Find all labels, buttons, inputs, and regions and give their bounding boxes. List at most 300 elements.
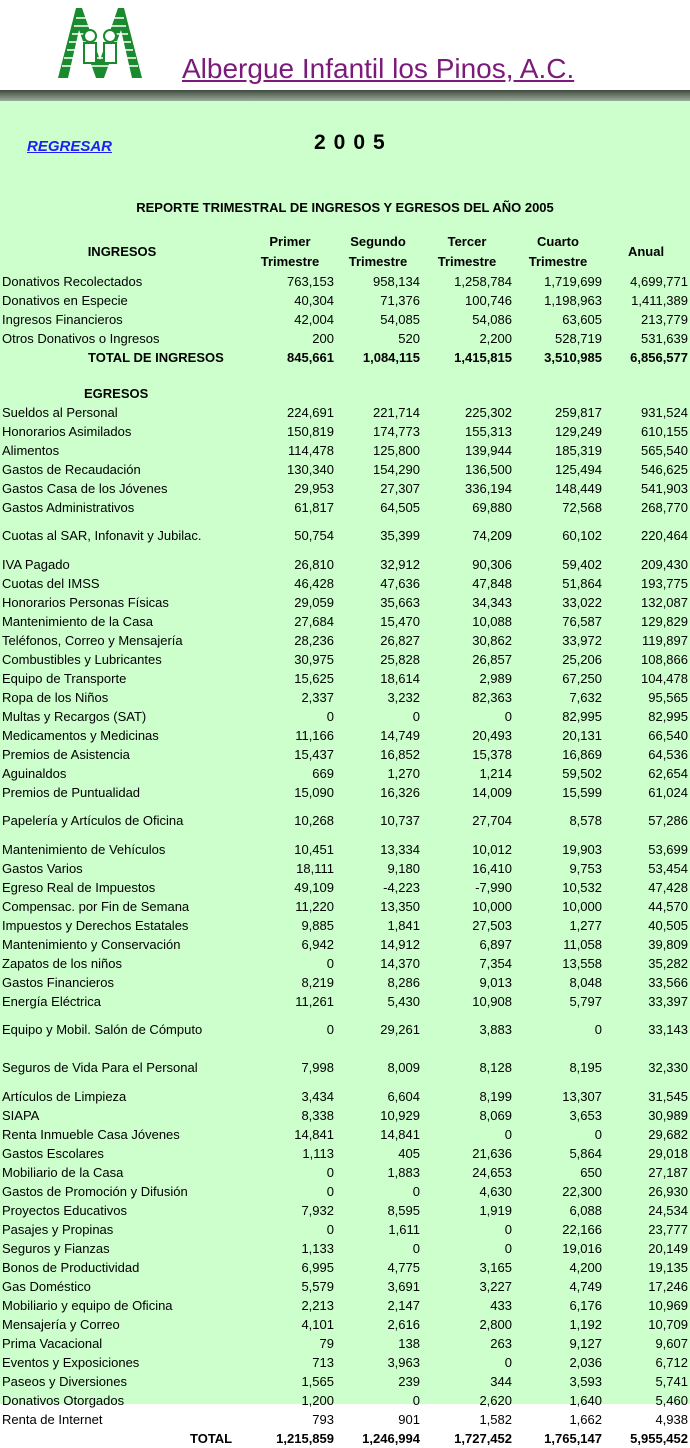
row-value: 44,570: [648, 898, 688, 914]
row-value: 95,565: [648, 689, 688, 705]
row-label: Pasajes y Propinas: [2, 1221, 114, 1237]
row-value: 20,149: [648, 1240, 688, 1256]
total-ingresos-q2: 1,084,115: [362, 349, 420, 365]
row-label: Gastos de Recaudación: [2, 461, 141, 477]
row-label: Equipo y Mobil. Salón de Cómputo: [2, 1022, 203, 1037]
row-value: 21,636: [472, 1145, 512, 1161]
row-value: 0: [504, 1240, 512, 1256]
row-value: 28,236: [294, 632, 334, 648]
row-value: 10,908: [472, 993, 512, 1009]
row-value: 1,662: [569, 1411, 602, 1427]
row-value: 31,545: [648, 1088, 688, 1104]
row-value: 67,250: [562, 670, 602, 686]
row-value: 22,300: [562, 1183, 602, 1199]
page-header: [0, 0, 690, 90]
row-value: 10,929: [380, 1107, 420, 1123]
row-value: 344: [490, 1373, 512, 1389]
row-value: 132,087: [641, 594, 688, 610]
egresos-row: [0, 650, 690, 669]
row-value: 66,540: [648, 727, 688, 743]
egresos-row: [0, 1239, 690, 1258]
row-value: 10,088: [472, 613, 512, 629]
row-value: 565,540: [641, 442, 688, 458]
row-value: 57,286: [648, 813, 688, 828]
row-label: Seguros y Fianzas: [2, 1240, 110, 1256]
row-value: 148,449: [555, 480, 602, 496]
row-value: -4,223: [383, 879, 420, 895]
row-value: 0: [504, 1221, 512, 1237]
site-title[interactable]: Albergue Infantil los Pinos, A.C.: [182, 53, 575, 84]
row-value: 39,809: [648, 936, 688, 952]
row-label: Premios de Puntualidad: [2, 784, 141, 800]
row-value: 1,270: [387, 765, 420, 781]
egresos-row: [0, 954, 690, 973]
row-label: Renta de Internet: [2, 1411, 103, 1427]
row-value: 10,969: [648, 1297, 688, 1313]
ingresos-row: [0, 291, 690, 310]
row-value: 1,883: [387, 1164, 420, 1180]
row-label: Premios de Asistencia: [2, 746, 130, 762]
row-value: 1,200: [301, 1392, 334, 1408]
row-label: IVA Pagado: [2, 556, 70, 572]
total-egresos-q3: 1,727,452: [454, 1430, 512, 1446]
row-value: 4,938: [655, 1411, 688, 1427]
row-value: 129,249: [555, 423, 602, 439]
row-label: Cuotas del IMSS: [2, 575, 100, 591]
egresos-row: [0, 1106, 690, 1125]
row-value: 14,370: [380, 955, 420, 971]
row-value: 185,319: [555, 442, 602, 458]
row-value: 5,430: [387, 993, 420, 1009]
row-value: 8,048: [569, 974, 602, 990]
row-label: Teléfonos, Correo y Mensajería: [2, 632, 183, 648]
row-value: 1,919: [479, 1202, 512, 1218]
row-value: 82,995: [648, 708, 688, 724]
row-value: 15,470: [380, 613, 420, 629]
egresos-row: [0, 612, 690, 631]
row-value: 209,430: [641, 556, 688, 572]
row-value: 79: [319, 1335, 334, 1351]
row-value: 225,302: [465, 404, 512, 420]
row-value: 8,286: [387, 974, 420, 990]
report-title: REPORTE TRIMESTRAL DE INGRESOS Y EGRESOS DEL AÑO 2005: [136, 200, 554, 215]
row-value: 1,214: [479, 765, 512, 781]
row-label: Zapatos de los niños: [2, 955, 122, 971]
row-value: 3,653: [569, 1107, 602, 1123]
q1-header: Primer Trimestre: [260, 234, 320, 269]
egresos-row: [0, 764, 690, 783]
row-value: 13,334: [380, 841, 420, 857]
row-value: 119,897: [641, 632, 688, 648]
row-label: Ingresos Financieros: [2, 311, 123, 327]
egresos-row: [0, 1220, 690, 1239]
row-label: SIAPA: [2, 1107, 40, 1123]
row-value: 2,616: [387, 1316, 420, 1332]
row-value: 259,817: [555, 404, 602, 420]
row-value: 72,568: [562, 499, 602, 515]
row-value: 10,000: [472, 898, 512, 914]
row-value: 8,219: [301, 974, 334, 990]
row-label: Ropa de los Niños: [2, 689, 109, 705]
row-value: 0: [326, 1221, 334, 1237]
row-value: 2,147: [387, 1297, 420, 1313]
egresos-row: [0, 574, 690, 593]
row-value: 71,376: [380, 292, 420, 308]
row-value: 1,198,963: [544, 292, 602, 308]
row-value: 35,663: [380, 594, 420, 610]
row-label: Bonos de Productividad: [2, 1259, 140, 1275]
egresos-row: [0, 1182, 690, 1201]
row-value: 268,770: [641, 499, 688, 515]
egresos-row: [0, 859, 690, 878]
row-label: Impuestos y Derechos Estatales: [2, 917, 189, 933]
row-value: 30,975: [294, 651, 334, 667]
row-label: Otros Donativos o Ingresos: [2, 330, 160, 346]
egresos-row: [0, 1144, 690, 1163]
row-value: 9,885: [301, 917, 334, 933]
row-value: 8,199: [479, 1088, 512, 1104]
egresos-row: [0, 1315, 690, 1334]
row-value: 54,086: [472, 311, 512, 327]
row-value: 669: [312, 765, 334, 781]
row-value: 8,009: [387, 1060, 420, 1075]
row-value: 6,604: [387, 1088, 420, 1104]
row-value: 4,775: [387, 1259, 420, 1275]
row-value: 0: [504, 1354, 512, 1370]
row-value: 17,246: [648, 1278, 688, 1294]
total-ingresos-row: [0, 348, 690, 367]
q3-header: Tercer Trimestre: [437, 234, 497, 269]
total-egresos-q1: 1,215,859: [276, 1430, 334, 1446]
row-value: 63,605: [562, 311, 602, 327]
row-label: Equipo de Transporte: [2, 670, 127, 686]
row-value: 10,451: [294, 841, 334, 857]
row-value: 193,775: [641, 575, 688, 591]
total-ingresos-q4: 3,510,985: [544, 349, 602, 365]
row-value: 433: [490, 1297, 512, 1313]
row-value: 1,841: [387, 917, 420, 933]
row-value: 15,090: [294, 784, 334, 800]
total-ingresos-q1: 845,661: [287, 349, 334, 365]
row-value: 24,534: [648, 1202, 688, 1218]
row-value: 174,773: [373, 423, 420, 439]
row-value: 49,109: [294, 879, 334, 895]
row-label: Donativos en Especie: [2, 292, 128, 308]
row-label: Mensajería y Correo: [2, 1316, 120, 1332]
row-value: 546,625: [641, 461, 688, 477]
row-value: 42,004: [294, 311, 334, 327]
row-value: 0: [504, 708, 512, 724]
row-value: 62,654: [648, 765, 688, 781]
egresos-row: [0, 1011, 690, 1049]
row-value: 125,800: [373, 442, 420, 458]
row-value: 9,753: [569, 860, 602, 876]
row-value: 6,088: [569, 1202, 602, 1218]
row-value: 3,963: [387, 1354, 420, 1370]
row-value: 27,704: [472, 813, 512, 828]
row-value: 69,880: [472, 499, 512, 515]
row-label: Gastos Varios: [2, 860, 83, 876]
row-value: 46,428: [294, 575, 334, 591]
annual-header: Anual: [627, 244, 665, 259]
row-value: 40,304: [294, 292, 334, 308]
row-value: 23,777: [648, 1221, 688, 1237]
row-value: 27,503: [472, 917, 512, 933]
row-value: 541,903: [641, 480, 688, 496]
row-value: 8,578: [569, 813, 602, 828]
ingresos-row: [0, 329, 690, 348]
row-value: 13,307: [562, 1088, 602, 1104]
row-value: 5,797: [569, 993, 602, 1009]
row-value: 1,192: [569, 1316, 602, 1332]
ingresos-row: [0, 272, 690, 291]
q2-header: Segundo Trimestre: [348, 234, 408, 269]
row-value: 27,684: [294, 613, 334, 629]
row-value: 59,502: [562, 765, 602, 781]
row-value: 54,085: [380, 311, 420, 327]
row-label: Artículos de Limpieza: [2, 1088, 127, 1104]
row-value: 11,220: [295, 898, 334, 914]
row-value: 154,290: [373, 461, 420, 477]
egresos-row: [0, 555, 690, 574]
row-value: 0: [412, 1392, 420, 1408]
row-value: 61,024: [648, 784, 688, 800]
egresos-row: [0, 593, 690, 612]
row-value: 1,113: [302, 1145, 334, 1161]
egresos-row: [0, 897, 690, 916]
row-value: 1,258,784: [454, 273, 512, 289]
row-value: 125,494: [555, 461, 602, 477]
row-value: 15,625: [294, 670, 334, 686]
row-label: Honorarios Personas Físicas: [2, 594, 169, 610]
row-value: 6,897: [479, 936, 512, 952]
row-value: 18,614: [380, 670, 420, 686]
row-value: 763,153: [287, 273, 334, 289]
egresos-row: [0, 992, 690, 1011]
total-ingresos-label: TOTAL DE INGRESOS: [88, 349, 224, 365]
row-label: Mantenimiento de la Casa: [2, 613, 154, 629]
egresos-row: [0, 498, 690, 517]
row-label: Mobiliario y equipo de Oficina: [2, 1297, 173, 1313]
row-value: 33,022: [562, 594, 602, 610]
row-value: 13,350: [380, 898, 420, 914]
row-label: Energía Eléctrica: [2, 993, 101, 1009]
row-value: 531,639: [641, 330, 688, 346]
row-label: Sueldos al Personal: [2, 404, 118, 420]
row-value: 528,719: [555, 330, 602, 346]
row-label: Aguinaldos: [2, 765, 67, 781]
row-label: Eventos y Exposiciones: [2, 1354, 140, 1370]
row-value: 1,411,389: [631, 292, 688, 308]
row-label: Seguros de Vida Para el Personal: [2, 1060, 198, 1075]
row-value: 610,155: [641, 423, 688, 439]
row-value: 3,434: [301, 1088, 334, 1104]
row-value: -7,990: [475, 879, 512, 895]
row-value: 5,864: [569, 1145, 602, 1161]
row-label: Donativos Otorgados: [2, 1392, 125, 1408]
row-value: 6,995: [301, 1259, 334, 1275]
row-value: 3,165: [479, 1259, 512, 1275]
row-value: 9,127: [569, 1335, 602, 1351]
row-value: 9,013: [479, 974, 512, 990]
row-value: 136,500: [465, 461, 512, 477]
row-value: 47,636: [380, 575, 420, 591]
row-value: 76,587: [562, 613, 602, 629]
row-value: 26,810: [294, 556, 334, 572]
row-value: 60,102: [562, 528, 602, 543]
egresos-row: [0, 1201, 690, 1220]
row-label: Multas y Recargos (SAT): [2, 708, 147, 724]
row-value: 18,111: [296, 860, 334, 876]
egresos-header: EGRESOS: [84, 385, 149, 401]
row-label: Mobiliario de la Casa: [2, 1164, 124, 1180]
row-value: 27,307: [380, 480, 420, 496]
row-value: 3,227: [479, 1278, 512, 1294]
total-ingresos-q3: 1,415,815: [454, 349, 512, 365]
row-value: 19,903: [562, 841, 602, 857]
row-value: 1,565: [301, 1373, 334, 1389]
logo-icon: [52, 0, 148, 82]
row-value: 5,579: [301, 1278, 334, 1294]
row-value: 200: [312, 330, 334, 346]
egresos-row: [0, 916, 690, 935]
row-value: 25,206: [562, 651, 602, 667]
row-value: 90,306: [472, 556, 512, 572]
row-value: 7,354: [479, 955, 512, 971]
egresos-row: [0, 973, 690, 992]
row-value: 20,131: [562, 727, 602, 743]
row-value: 35,399: [380, 528, 420, 543]
row-value: 139,944: [465, 442, 512, 458]
row-value: 104,478: [641, 670, 688, 686]
row-value: 0: [412, 1240, 420, 1256]
row-value: 29,018: [648, 1145, 688, 1161]
row-value: 51,864: [562, 575, 602, 591]
row-value: 4,200: [569, 1259, 602, 1275]
row-value: 15,437: [294, 746, 334, 762]
row-label: Egreso Real de Impuestos: [2, 879, 156, 895]
row-value: 16,869: [562, 746, 602, 762]
row-value: 40,505: [648, 917, 688, 933]
row-value: 0: [594, 1126, 602, 1142]
row-value: 19,135: [648, 1259, 688, 1275]
row-value: 30,862: [472, 632, 512, 648]
row-value: 958,134: [373, 273, 420, 289]
report-year: 2005: [314, 131, 393, 154]
row-value: 336,194: [465, 480, 512, 496]
row-value: 10,737: [380, 813, 420, 828]
row-value: 2,213: [301, 1297, 334, 1313]
row-value: 15,378: [472, 746, 512, 762]
row-value: 100,746: [465, 292, 512, 308]
row-value: 4,101: [301, 1316, 334, 1332]
row-label: Honorarios Asimilados: [2, 423, 132, 439]
egresos-row: [0, 479, 690, 498]
row-label: Papelería y Artículos de Oficina: [2, 813, 184, 828]
row-value: 13,558: [562, 955, 602, 971]
row-value: 14,009: [472, 784, 512, 800]
row-value: 64,536: [648, 746, 688, 762]
egresos-row: [0, 935, 690, 954]
egresos-row: [0, 1258, 690, 1277]
row-value: 0: [412, 708, 420, 724]
total-egresos-q4: 1,765,147: [544, 1430, 602, 1446]
row-value: 22,166: [562, 1221, 602, 1237]
row-value: 29,261: [380, 1022, 420, 1037]
row-value: 650: [580, 1164, 602, 1180]
egresos-row: [0, 517, 690, 555]
egresos-row: [0, 1372, 690, 1391]
row-value: 901: [398, 1411, 420, 1427]
row-value: 32,330: [648, 1060, 688, 1075]
row-value: 6,942: [301, 936, 334, 952]
row-value: 20,493: [472, 727, 512, 743]
row-value: 10,532: [562, 879, 602, 895]
row-value: 53,699: [648, 841, 688, 857]
row-label: Proyectos Educativos: [2, 1202, 128, 1218]
row-value: 14,841: [294, 1126, 334, 1142]
row-value: 35,282: [648, 955, 688, 971]
row-value: 6,712: [655, 1354, 688, 1370]
row-value: 16,326: [380, 784, 420, 800]
row-value: 220,464: [641, 528, 688, 543]
back-link[interactable]: REGRESAR: [27, 138, 113, 155]
row-value: 1,582: [479, 1411, 512, 1427]
row-value: 0: [326, 1164, 334, 1180]
egresos-row: [0, 707, 690, 726]
row-value: 221,714: [373, 404, 420, 420]
egresos-row: [0, 403, 690, 422]
total-egresos-row: [0, 1429, 690, 1448]
row-value: 213,779: [641, 311, 688, 327]
row-label: Combustibles y Lubricantes: [2, 651, 162, 667]
egresos-row: [0, 669, 690, 688]
row-label: Gastos Financieros: [2, 974, 114, 990]
row-value: 405: [398, 1145, 420, 1161]
row-value: 10,268: [294, 813, 334, 828]
row-label: Renta Inmueble Casa Jóvenes: [2, 1126, 180, 1142]
egresos-row: [0, 878, 690, 897]
row-value: 8,069: [479, 1107, 512, 1123]
row-value: 33,972: [562, 632, 602, 648]
total-egresos-q2: 1,246,994: [362, 1430, 420, 1446]
egresos-header-row: [0, 384, 690, 403]
row-value: 713: [312, 1354, 334, 1370]
row-value: 10,000: [562, 898, 602, 914]
row-value: 74,209: [472, 528, 512, 543]
row-label: Paseos y Diversiones: [2, 1373, 127, 1389]
egresos-row: [0, 726, 690, 745]
row-value: 7,632: [569, 689, 602, 705]
row-value: 3,691: [387, 1278, 420, 1294]
row-value: 82,363: [472, 689, 512, 705]
row-value: 224,691: [287, 404, 334, 420]
row-value: 8,128: [479, 1060, 512, 1075]
row-label: Medicamentos y Medicinas: [2, 727, 159, 743]
row-value: 155,313: [465, 423, 512, 439]
total-egresos-label: TOTAL: [190, 1430, 233, 1446]
row-value: 8,195: [569, 1060, 602, 1075]
row-value: 0: [412, 1183, 420, 1199]
header-row: [0, 232, 690, 272]
row-value: 33,143: [648, 1022, 688, 1037]
egresos-row: [0, 1334, 690, 1353]
row-value: 33,397: [648, 993, 688, 1009]
row-value: 0: [326, 1183, 334, 1199]
row-value: 0: [326, 955, 334, 971]
row-value: 1,719,699: [544, 273, 602, 289]
row-value: 16,852: [380, 746, 420, 762]
